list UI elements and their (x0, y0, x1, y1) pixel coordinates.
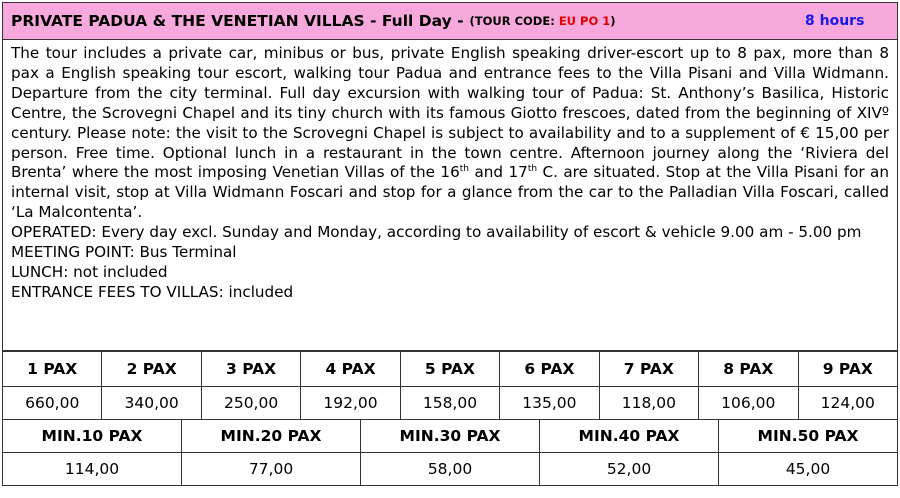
lunch-info: LUNCH: not included (11, 262, 168, 281)
description-text-end: C. are situated. Stop at the Villa Pisani for an internal visit, stop at Villa Widmann Foscari and stop for a glance from the car to the Palladian Villa Foscari, called ‘La Malcontenta’. (11, 163, 889, 222)
description-paragraph (11, 44, 889, 223)
ordinal-suffix: th (459, 164, 469, 175)
price-cell: 660,00 (3, 387, 102, 420)
pax-header: 9 PAX (798, 352, 898, 387)
min-pax-header: MIN.50 PAX (719, 420, 898, 453)
price-cell: 158,00 (400, 387, 499, 420)
price-table-large-groups (2, 419, 898, 486)
tour-title: PRIVATE PADUA & THE VENETIAN VILLAS - Full Day - (11, 12, 464, 30)
pax-header: 4 PAX (301, 352, 400, 387)
description-text-mid: and 17 (469, 163, 528, 182)
price-cell: 135,00 (500, 387, 599, 420)
ordinal-suffix: th (527, 164, 538, 175)
price-cell: 250,00 (201, 387, 300, 420)
description-text: The tour includes a private car, minibus or bus, private English speaking driver-escort up to 8 pax, more than 8 pax a English speaking tour escort, walking tour Padua and entrance fees to the Villa Pisani and Villa Widmann. Departure from the city terminal. Full day excursion with walking tour of Padua: St. Anthony’s Basilica, Historic Centre, the Scrovegni Chapel and its tiny church with its famous Giotto frescoes, dated from the beginning of XIVº century. Please note: the visit to the Scrovegni Chapel is subject to availability and to a supplement of € 15,00 per person. Free time. Optional lunch in a restaurant in the town centre. Afternoon journey along the ‘Riviera del Brenta’ where the most imposing Venetian Villas of the 16 (11, 44, 889, 182)
pax-header: 2 PAX (102, 352, 201, 387)
price-cell: 106,00 (699, 387, 798, 420)
tour-code (470, 14, 616, 28)
tour-code-label: (TOUR CODE: (469, 14, 559, 28)
price-cell: 192,00 (301, 387, 400, 420)
group-price-cell: 45,00 (719, 453, 898, 486)
price-cell: 124,00 (798, 387, 898, 420)
group-price-cell: 114,00 (3, 453, 182, 486)
pax-header: 3 PAX (201, 352, 300, 387)
tour-code-value: EU PO 1 (558, 14, 611, 28)
pax-header: 5 PAX (400, 352, 499, 387)
price-table-small-groups (2, 351, 898, 420)
entrance-fees-info: ENTRANCE FEES TO VILLAS: included (11, 282, 294, 301)
tour-description (2, 40, 898, 351)
price-header-row (3, 352, 898, 387)
price-cell: 118,00 (599, 387, 698, 420)
min-pax-header: MIN.40 PAX (540, 420, 719, 453)
pax-header: 6 PAX (500, 352, 599, 387)
min-pax-header: MIN.30 PAX (361, 420, 540, 453)
pax-header: 8 PAX (699, 352, 798, 387)
meeting-point-info: MEETING POINT: Bus Terminal (11, 243, 237, 262)
tour-card (2, 2, 898, 486)
group-price-cell: 58,00 (361, 453, 540, 486)
tour-code-close: ) (610, 14, 616, 28)
group-price-cell: 52,00 (540, 453, 719, 486)
group-price-cell: 77,00 (182, 453, 361, 486)
tour-duration: 8 hours (805, 13, 865, 29)
min-pax-header: MIN.20 PAX (182, 420, 361, 453)
pax-header: 1 PAX (3, 352, 102, 387)
price-value-row (3, 387, 898, 420)
group-value-row (3, 453, 898, 486)
pax-header: 7 PAX (599, 352, 698, 387)
price-cell: 340,00 (102, 387, 201, 420)
tour-header (2, 2, 898, 40)
group-header-row (3, 420, 898, 453)
operated-info: OPERATED: Every day excl. Sunday and Monday, according to availability of escort & vehicle 9.00 am - 5.00 pm (11, 223, 862, 242)
min-pax-header: MIN.10 PAX (3, 420, 182, 453)
